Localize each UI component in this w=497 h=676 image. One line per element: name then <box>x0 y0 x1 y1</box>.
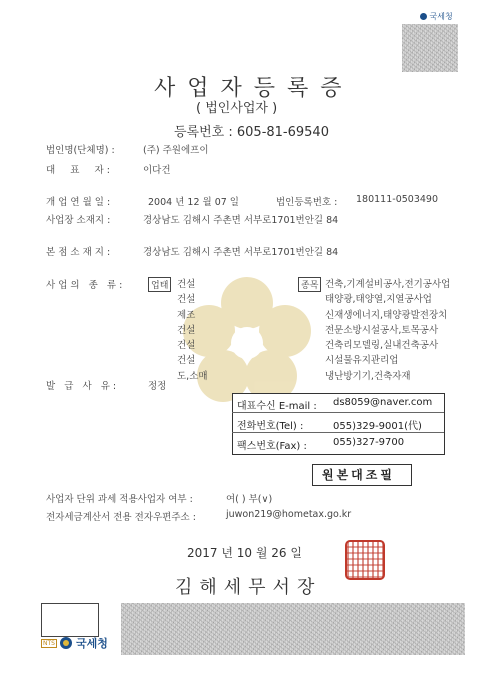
business-category-label: 업태 <box>148 277 171 292</box>
unit-tax-value: 여( ) 부(∨) <box>226 494 273 505</box>
bottom-agency-logo <box>41 636 108 650</box>
contact-divider <box>232 432 444 433</box>
bottom-security-band <box>121 603 465 655</box>
unit-tax-label: 사업자 단위 과세 적용사업자 여부 : <box>46 494 193 505</box>
emblem-icon <box>60 637 72 649</box>
business-category-item: 건설 <box>177 324 196 336</box>
einvoice-value: juwon219@hometax.go.kr <box>226 509 352 520</box>
business-category-item: 제조 <box>177 309 196 321</box>
fax-value: 055)327-9700 <box>333 437 405 448</box>
blank-photo-box <box>41 603 99 637</box>
open-date-value: 2004 년 12 월 07 일 <box>148 197 239 208</box>
issue-date: 2017 년 10 월 26 일 <box>187 546 302 560</box>
business-category-item: 건설 <box>177 294 196 306</box>
tax-office-name: 김해세무서장 <box>175 577 322 598</box>
business-item: 건축,기계설비공사,전기공사업 <box>325 279 451 290</box>
hq-address-value: 경상남도 김해시 주촌면 서부로1701번안길 84 <box>143 247 339 258</box>
business-item: 태양광,태양열,지열공사업 <box>325 294 432 306</box>
email-label: 대표수신 E-mail : <box>237 401 317 412</box>
bottom-logo-text: 국세청 <box>75 637 108 650</box>
business-item: 시설물유지관리업 <box>325 355 399 367</box>
top-security-code <box>402 24 458 72</box>
business-category-list <box>177 277 208 384</box>
open-date-label: 개 업 연 월 일 : <box>46 197 111 208</box>
tel-label: 전화번호(Tel) : <box>237 421 304 432</box>
top-logo-text: 국세청 <box>429 12 453 21</box>
top-logo-icon <box>420 13 427 20</box>
nts-mark-icon: NTS <box>43 639 55 647</box>
business-item-label: 종목 <box>298 277 321 292</box>
business-item: 건축리모델링,실내건축공사 <box>325 340 439 352</box>
hq-address-label: 본 점 소 재 지 : <box>46 247 111 258</box>
business-item-list <box>325 277 450 384</box>
email-value: ds8059@naver.com <box>333 397 433 408</box>
official-seal <box>345 540 385 580</box>
business-type-label: 사 업 의 종 류 : <box>46 280 123 291</box>
issue-reason-value: 정정 <box>148 381 167 392</box>
business-category-item: 도,소매 <box>177 370 208 382</box>
business-category-item: 건설 <box>177 355 196 367</box>
tel-value: 055)329-9001(代) <box>333 421 422 432</box>
business-category-item: 건설 <box>177 340 196 352</box>
site-address-label: 사업장 소재지 : <box>46 215 111 226</box>
document-subtitle: ( 법인사업자 ) <box>196 101 278 116</box>
document-title: 사업자등록증 <box>154 76 354 101</box>
site-address-value: 경상남도 김해시 주촌면 서부로1701번안길 84 <box>143 215 339 226</box>
corp-name-value: (주) 주원에프이 <box>143 145 209 156</box>
representative-label: 대 표 자 : <box>46 165 110 176</box>
top-agency-logo <box>420 11 453 22</box>
contact-divider <box>232 412 444 413</box>
business-item: 전문소방시설공사,토목공사 <box>325 324 439 336</box>
registration-number: 등록번호 : 605-81-69540 <box>174 125 329 140</box>
representative-value: 이다건 <box>143 165 171 176</box>
business-category-item: 건설 <box>177 279 196 290</box>
issue-reason-label: 발 급 사 유 : <box>46 381 117 392</box>
business-item: 신재생에너지,태양광발전장치 <box>325 309 448 321</box>
corp-reg-label: 법인등록번호 : <box>276 197 338 208</box>
einvoice-label: 전자세금계산서 전용 전자우편주소 : <box>46 512 196 523</box>
business-item: 냉난방기기,건축자재 <box>325 370 411 382</box>
original-copy-text: 원본대조필 <box>322 468 395 482</box>
corp-name-label: 법인명(단체명) : <box>46 145 115 156</box>
corp-reg-value: 180111-0503490 <box>356 194 439 205</box>
fax-label: 팩스번호(Fax) : <box>237 441 307 452</box>
